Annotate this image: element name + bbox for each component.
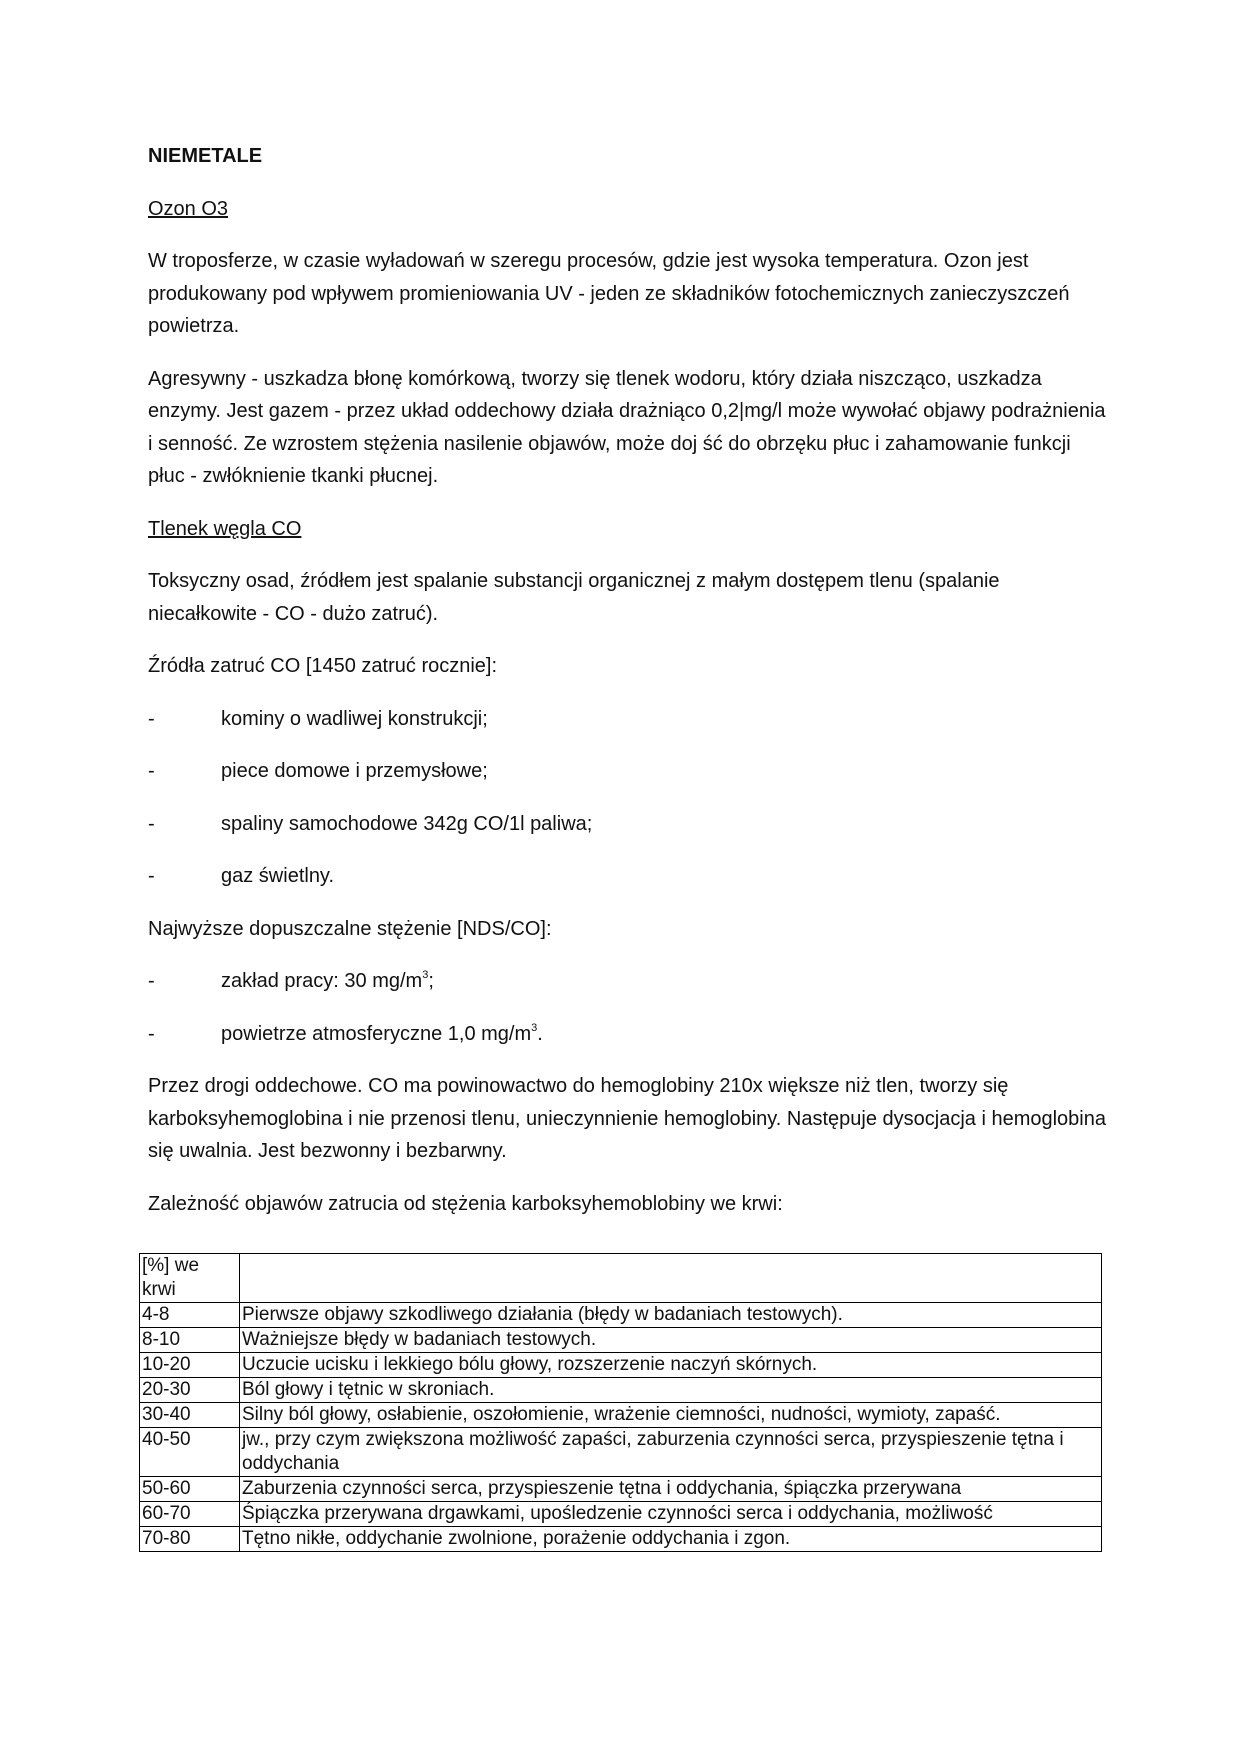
bullet-dash: - bbox=[148, 970, 155, 992]
nds-tail: . bbox=[537, 1022, 543, 1045]
document-body bbox=[148, 140, 1108, 1240]
nds-intro: Najwyższe dopuszczalne stężenie [NDS/CO]: bbox=[148, 917, 552, 940]
paragraph-co-1: Toksyczny osad, źródłem jest spalanie substancji organicznej z małym dostępem tlenu (spalanie niecałkowite - CO - dużo zatruć). bbox=[148, 570, 1000, 625]
list-item-text: spaliny samochodowe 342g CO/1l paliwa; bbox=[221, 812, 593, 835]
table-cell-symptoms: Tętno nikłe, oddychanie zwolnione, porażenie oddychania i zgon. bbox=[240, 1527, 1102, 1552]
table-cell-range: 4-8 bbox=[140, 1303, 240, 1328]
list-item bbox=[148, 703, 1108, 736]
table-row bbox=[140, 1403, 1102, 1428]
table-cell-range: 30-40 bbox=[140, 1403, 240, 1428]
nds-text: zakład pracy: 30 mg/m bbox=[221, 970, 423, 992]
bullet-dash: - bbox=[148, 760, 155, 782]
list-item bbox=[148, 808, 1108, 841]
table-cell-range: 40-50 bbox=[140, 1428, 240, 1477]
list-item bbox=[148, 965, 1108, 998]
table-cell-range: 60-70 bbox=[140, 1502, 240, 1527]
bullet-dash: - bbox=[148, 707, 155, 730]
table-cell-symptoms: Ból głowy i tętnic w skroniach. bbox=[240, 1378, 1102, 1403]
table-cell-symptoms: Śpiączka przerywana drgawkami, upośledzenie czynności serca i oddychania, możliwość bbox=[240, 1502, 1102, 1527]
list-item-text bbox=[221, 1018, 543, 1051]
table-cell-symptoms: Zaburzenia czynności serca, przyspieszenie tętna i oddychania, śpiączka przerywana bbox=[240, 1477, 1102, 1502]
table-cell-symptoms: jw., przy czym zwiększona możliwość zapaści, zaburzenia czynności serca, przyspieszenie tętna i oddychania bbox=[240, 1428, 1102, 1477]
list-item bbox=[148, 1018, 1108, 1051]
list-item-text: kominy o wadliwej konstrukcji; bbox=[221, 707, 488, 730]
table-row bbox=[140, 1328, 1102, 1353]
table-row bbox=[140, 1353, 1102, 1378]
table-cell-range: 70-80 bbox=[140, 1527, 240, 1552]
page-title: NIEMETALE bbox=[148, 145, 263, 167]
table-header-row bbox=[140, 1254, 1102, 1303]
list-item-text: piece domowe i przemysłowe; bbox=[221, 760, 488, 782]
bullet-dash: - bbox=[148, 865, 155, 887]
table-cell-range: 10-20 bbox=[140, 1353, 240, 1378]
table-cell-range: 50-60 bbox=[140, 1477, 240, 1502]
table-intro: Zależność objawów zatrucia od stężenia karboksyhemoblobiny we krwi: bbox=[148, 1192, 783, 1215]
superscript: 3 bbox=[422, 969, 429, 981]
section-heading-ozon: Ozon O3 bbox=[148, 197, 229, 220]
bullet-dash: - bbox=[148, 1022, 155, 1045]
table-cell-symptoms: Silny ból głowy, osłabienie, oszołomienie, wrażenie ciemności, nudności, wymioty, zapaść. bbox=[240, 1403, 1102, 1428]
table-row bbox=[140, 1527, 1102, 1552]
table-row bbox=[140, 1477, 1102, 1502]
table-cell-range: 8-10 bbox=[140, 1328, 240, 1353]
list-item bbox=[148, 860, 1108, 893]
superscript: 3 bbox=[531, 1021, 538, 1034]
table-header-cell bbox=[240, 1254, 1102, 1303]
list-item-text: gaz świetlny. bbox=[221, 865, 335, 887]
table-row bbox=[140, 1502, 1102, 1527]
table-cell-range: 20-30 bbox=[140, 1378, 240, 1403]
table-cell-symptoms: Ważniejsze błędy w badaniach testowych. bbox=[240, 1328, 1102, 1353]
list-item bbox=[148, 755, 1108, 788]
paragraph-ozon-2: Agresywny - uszkadza błonę komórkową, tworzy się tlenek wodoru, który działa niszcząco, uszkadza enzymy. Jest gazem - przez układ oddechowy działa drażniąco 0,2|mg/l może wywołać objawy podrażnienia i senność. Ze wzrostem stężenia nasilenie objawów, może doj ść do obrzęku płuc i zahamowanie funkcji płuc - zwłóknienie tkanki płucnej. bbox=[148, 367, 1106, 487]
bullet-dash: - bbox=[148, 812, 155, 835]
table-row bbox=[140, 1428, 1102, 1477]
table-header-cell: [%] we krwi bbox=[140, 1254, 240, 1303]
section-heading-co: Tlenek węgla CO bbox=[148, 517, 302, 540]
paragraph-co-2: Przez drogi oddechowe. CO ma powinowactwo do hemoglobiny 210x większe niż tlen, tworzy się karboksyhemoglobina i nie przenosi tlenu, unieczynnienie hemoglobiny. Następuje dysocjacja i hemoglobina się uwalnia. Jest bezwonny i bezbarwny. bbox=[148, 1075, 1106, 1162]
nds-text: powietrze atmosferyczne 1,0 mg/m bbox=[221, 1022, 532, 1045]
symptoms-table bbox=[139, 1253, 1102, 1552]
list-item-text bbox=[221, 965, 434, 998]
paragraph-ozon-1: W troposferze, w czasie wyładowań w szeregu procesów, gdzie jest wysoka temperatura. Ozon jest produkowany pod wpływem promieniowania UV - jeden ze składników fotochemicznych zanieczyszczeń powietrza. bbox=[148, 250, 1070, 337]
table-row bbox=[140, 1303, 1102, 1328]
table-cell-symptoms: Uczucie ucisku i lekkiego bólu głowy, rozszerzenie naczyń skórnych. bbox=[240, 1353, 1102, 1378]
nds-tail: ; bbox=[428, 970, 434, 992]
sources-intro: Źródła zatruć CO [1450 zatruć rocznie]: bbox=[148, 655, 498, 677]
table-row bbox=[140, 1378, 1102, 1403]
table-cell-symptoms: Pierwsze objawy szkodliwego działania (błędy w badaniach testowych). bbox=[240, 1303, 1102, 1328]
